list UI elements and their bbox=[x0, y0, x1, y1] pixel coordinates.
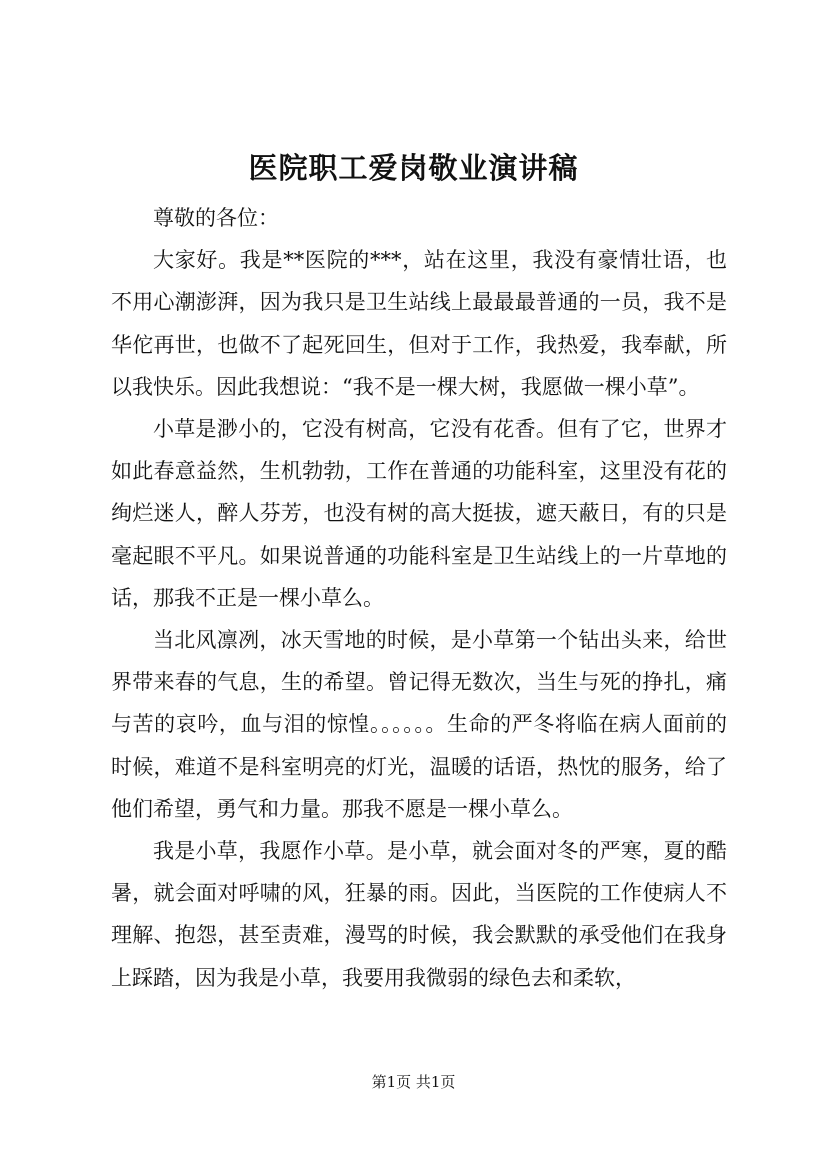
salutation-paragraph: 尊敬的各位： bbox=[153, 206, 279, 230]
document-body bbox=[111, 197, 727, 999]
body-paragraph: 大家好。我是**医院的***，站在这里，我没有豪情壮语，也不用心潮澎湃，因为我只是卫生站线上最最最普通的一员，我不是华佗再世，也做不了起死回生，但对于工作，我热爱，我奉献，所以我快乐。因此我想说：“我不是一棵大树，我愿做一棵小草”。 bbox=[111, 248, 727, 399]
body-paragraph: 我是小草，我愿作小草。是小草，就会面对冬的严寒，夏的酷暑，就会面对呼啸的风，狂暴的雨。因此，当医院的工作使病人不理解、抱怨，甚至责难，漫骂的时候，我会默默的承受他们在我身上踩踏，因为我是小草，我要用我微弱的绿色去和柔软， bbox=[111, 839, 727, 990]
page-footer: 第1页 共1页 bbox=[371, 1073, 456, 1091]
body-paragraph: 小草是渺小的，它没有树高，它没有花香。但有了它，世界才如此春意益然，生机勃勃，工作在普通的功能科室，这里没有花的绚烂迷人，醉人芬芳，也没有树的高大挺拔，遮天蔽日，有的只是毫起眼不平凡。如果说普通的功能科室是卫生站线上的一片草地的话，那我不正是一棵小草么。 bbox=[111, 417, 727, 610]
document-title: 医院职工爱岗敬业演讲稿 bbox=[248, 151, 579, 185]
body-paragraph: 当北风凛冽，冰天雪地的时候，是小草第一个钻出头来，给世界带来春的气息，生的希望。曾记得无数次，当生与死的挣扎，痛与苦的哀吟，血与泪的惊惶。。。。。。生命的严冬将临在病人面前的时候，难道不是科室明亮的灯光，温暖的话语，热忱的服务，给了他们希望，勇气和力量。那我不愿是一棵小草么。 bbox=[111, 628, 727, 821]
